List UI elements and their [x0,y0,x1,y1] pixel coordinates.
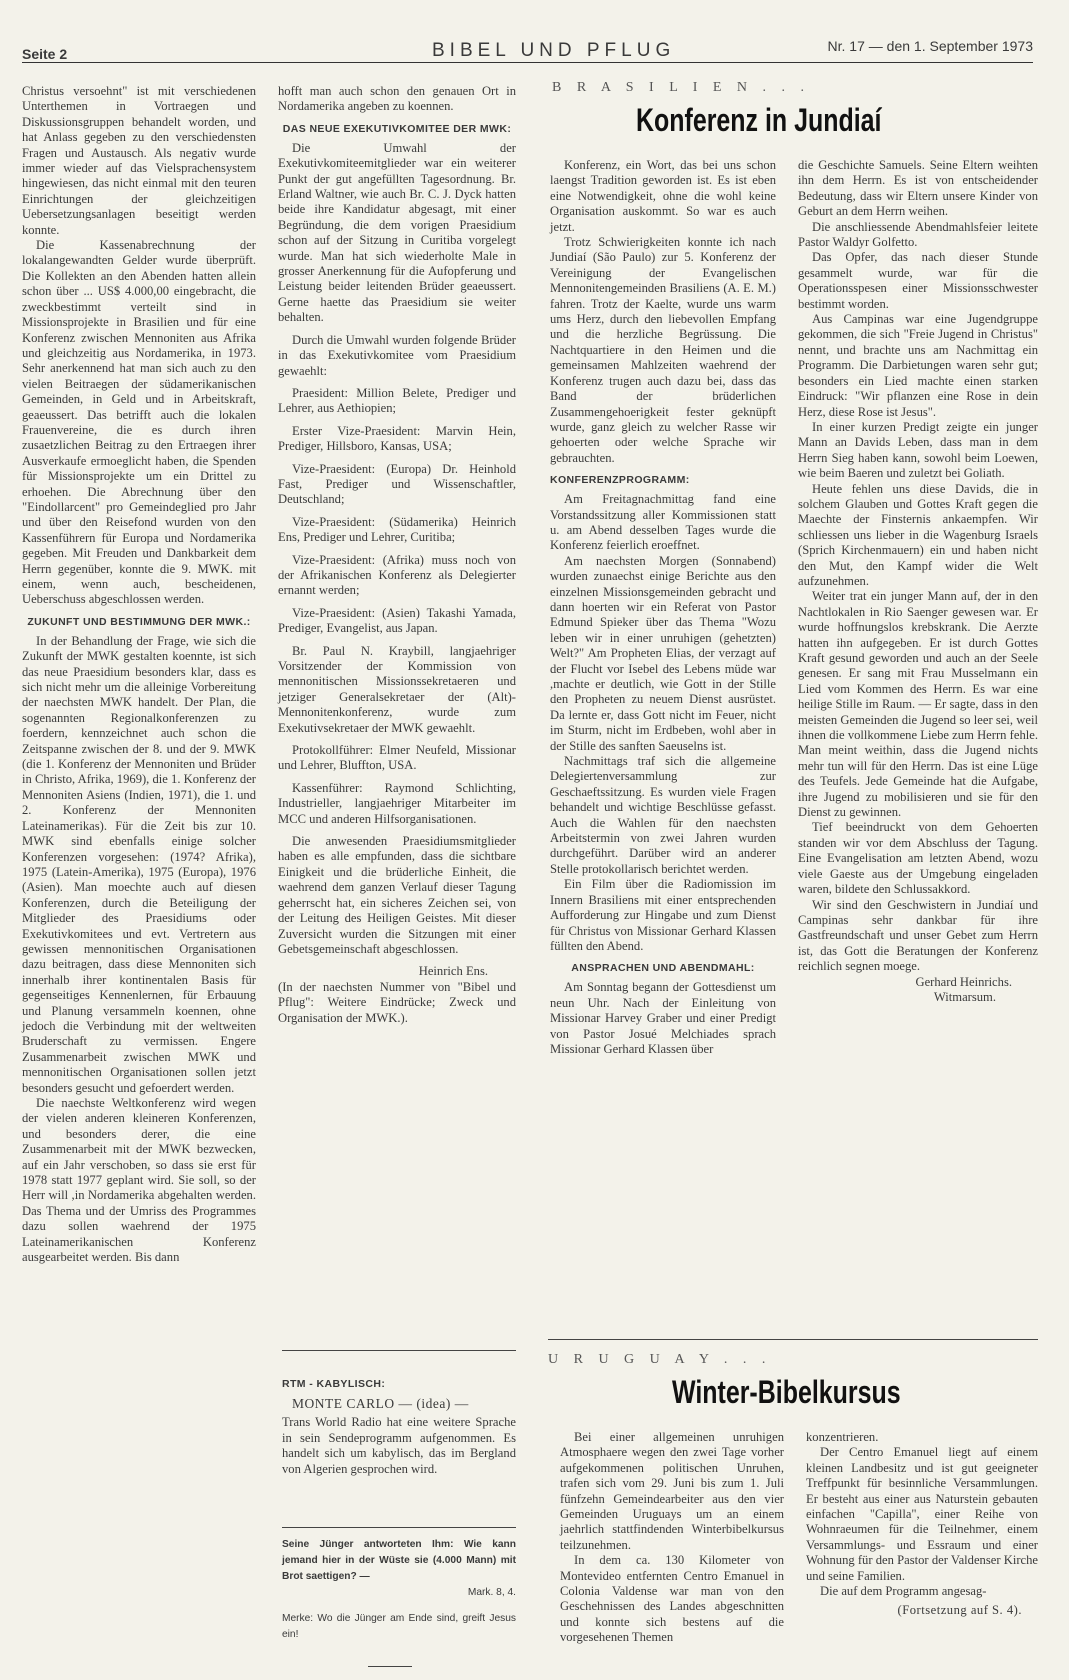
section-heading: RTM - KABYLISCH: [282,1378,386,1390]
paragraph: Konferenz, ein Wort, das bei uns schon laengst Tradition geworden ist. Es ist eben eine Notwendigkeit, ohne die wohl keine Organisation auskommt. So war es auch jetzt. [550,158,776,234]
paragraph: Kassenführer: Raymond Schlichting, Industrieller, langjaehriger Mitarbeiter im MCC und anderen Hilfsorganisationen. [278,780,516,826]
paragraph: Erster Vize-Praesident: Marvin Hein, Prediger, Hillsboro, Kansas, USA; [278,423,516,454]
paragraph: Vize-Praesident: (Asien) Takashi Yamada, Prediger, Evangelist, aus Japan. [278,605,516,636]
author-signature: Heinrich Ens. [418,964,488,979]
paragraph: Die Kassenabrechnung der lokalangewandten Gelder wurde überprüft. Die Kollekten an den Abenden hatten allein schon über ... US$ 4.000,00 eingebracht, die zweckbestimmt verteilt sind in Missionsprojekte in Brasilien und für eine Konferenz zwischen Mennoniten aus Afrika und gleichzeitig aus Nordamerika, in 1973. Sehr anerkennend hat man sich auch zu den vielen Beitraegen der südamerikanischen Gemeinden, in Geld und in Arbeitskraft, geaeussert. Das betrifft auch die lokalen Frauenvereine, die es durch ihren zusaetzlichen Beitrag zu den Ertraegen ihrer Ausverkaufe ermoeglicht haben, die Spenden für Missionsprojekte um ein Drittel zu erhoehen. Die Abrechnung über den "Eindollarcent" pro Gemeindeglied pro Jahr und über den Reisefond wurden von den Kassenführern für Europa und Nordamerika gegeben. Mit Freuden und Dankbarkeit dem Herrn gegenüber, konnte die 9. MWK. mit einem, wenn auch, bescheidenen, Ueberschuss abgeschlossen werden. [22,238,256,607]
paragraph: Praesident: Million Belete, Prediger und Lehrer, aus Aethiopien; [278,385,516,416]
page-header [22,38,1033,63]
uruguay-column-2 [806,1430,1038,1619]
paragraph: Vize-Praesident: (Afrika) muss noch von der Afrikanischen Konferenz als Delegierter ernannt werden; [278,552,516,598]
editorial-note: (In der naechsten Nummer von "Bibel und Pflug": Weitere Eindrücke; Zweck und Organisation der MWK.). [278,979,516,1025]
divider [282,1350,516,1351]
paragraph: Am naechsten Morgen (Sonnabend) wurden zunaechst einige Berichte aus den einzelnen Missionsgemeinden gebracht und dann hoerten wir ein Referat von Pastor Edmund Spieker über das Thema "Wozu leben wir in einer unruhigen (gehetzten) Welt?" Am Propheten Elias, der verzagt auf der Flucht vor Isebel des Lebens müde war ,machte er deutlich, wie Gott in der Stille den Propheten zu neuem Dienst ausrüstet. Da lernte er, dass Gott nicht im Feuer, nicht im Sturm, nicht im Erdbeben, wohl aber in der Stille des sanften Saeuselns ist. [550,553,776,753]
paragraph: Br. Paul N. Kraybill, langjaehriger Vorsitzender der Kommission von mennonitischen Missionssekretaeren und jetziger Generalsekretaer der (Alt)-Mennonitenkonferenz, wurde zum Exekutivsekretaer der MWK gewaehlt. [278,643,516,735]
paragraph: Vize-Praesident: (Südamerika) Heinrich Ens, Prediger und Lehrer, Curitiba; [278,514,516,545]
verse-box [282,1537,516,1643]
rtm-article [282,1370,516,1477]
paragraph: Tief beeindruckt von dem Gehoerten standen wir vor dem Abschluss der Tagung. Eine Evangelisation am letzten Abend, wozu viele Gaeste aus der Umgebung eingeladen waren, bildete den Schlussakkord. [798,820,1038,897]
continuation-note: (Fortsetzung auf S. 4). [897,1603,1022,1618]
brasil-column-2 [798,158,1038,1005]
column-2 [278,84,516,1026]
masthead: BIBEL UND PFLUG [432,40,676,61]
column-1 [22,84,256,1265]
paragraph: Trotz Schwierigkeiten konnte ich nach Jundiaí (São Paulo) zur 5. Konferenz der Vereinigung der Evangelischen Mennonitengemeinden Brasiliens (A. E. M.) fahren. Trotz der Kaelte, wurde uns warm ums Herz, durch den liebevollen Empfang und die herzliche Begrüssung. Die Nachtquartiere in den Heimen und die gemeinsamen Mahlzeiten waehrend der Konferenz trugen auch dazu bei, dass das Band der brüderlichen Zusammengehoerigkeit fester geknüpft wurde, ganz gleich zu welcher Rasse wir gehoerten oder welche Sprache wir gebrauchten. [550,235,776,465]
author-location: Witmarsum. [933,989,996,1004]
article-title: Konferenz in Jundiaí [636,102,882,138]
section-heading: DAS NEUE EXEKUTIVKOMITEE DER MWK: [282,122,512,135]
paragraph: Die auf dem Programm angesag- [820,1584,987,1599]
paragraph: Christus versoehnt" ist mit verschiedenen Unterthemen in Vortraegen und Diskussionsgruppen behandelt worden, und hat Anlass gegeben zu den verschiedensten Fragen und Austausch. Als negativ wurde immer wieder auf das Vielsprachensystem hingewiesen, das nicht einmal mit den teuren Einrichtungen der gleichzeitigen Uebersetzungsanlagen beseitigt werden konnte. [22,84,256,237]
brasil-column-1 [550,158,776,1057]
paragraph: In der Behandlung der Frage, wie sich die Zukunft der MWK gestalten koennte, ist sich das neue Praesidium besonders klar, dass es sich nicht mehr um die alleinige Vorbereitung der naechsten MWK handelt. Der Plan, die sogenannten Regionalkonferenzen zu foerdern, kennzeichnet auch schon die Zeitspanne zwischen der 8. und der 9. MWK (die 1. Konferenz der Mennoniten und Brüder in Christo, Afrika, 1969), die 1. Konferenz der Mennoniten Asiens (Indien, 1971), die 1. und 2. Konferenz der Mennoniten Lateinamerikas). Für die Zeit bis zur 10. MWK sind ebenfalls einige solcher Konferenzen vorgesehen: (1974? Afrika), 1975 (Latein-Amerika), 1975 (Europa), 1976 (Asien). Man moechte auch auf diesen Konferenzen, durch die Beteiligung der Mitglieder des Praesidiums oder Exekutivkomitees und evt. Vertretern aus gewissen mennonitischen Organisationen dazu beitragen, dass diese Mennoniten sich innerhalb ihrer kontinentalen Basis für gegenseitiges Kennenlernen, für Erbauung und Planung versammeln koennen, ohne jedoch die Verbindung mit der weltweiten Bruderschaft zu vermissen. Engere Zusammenarbeit zwischen MWK und mennonitischen Organisationen sollen jetzt besonders gesucht und gefoerdert werden. [22,633,256,1095]
section-kicker: B R A S I L I E N . . . [552,80,811,95]
article-title: Winter-Bibelkursus [672,1374,901,1410]
dateline: MONTE CARLO — (idea) — [292,1396,469,1411]
paragraph: Am Freitagnachmittag fand eine Vorstandssitzung aller Kommissionen statt u. am Abend desselben Tages wurde die Konferenz feierlich eroeffnet. [550,492,776,553]
paragraph: Wir sind den Geschwistern in Jundiaí und Campinas sehr dankbar für ihre Gastfreundschaft und unser Gebet zum Herrn ist, das Gott die Beratungen der Konferenz reichlich segnen moege. [798,897,1038,974]
verse-note: Merke: Wo die Jünger am Ende sind, greift Jesus ein! [282,1613,516,1640]
paragraph: Vize-Praesident: (Europa) Dr. Heinhold Fast, Prediger und Wissenschaftler, Deutschland; [278,461,516,507]
section-heading: KONFERENZPROGRAMM: [550,474,690,487]
bible-verse: Seine Jünger antworteten Ihm: Wie kann jemand hier in der Wüste sie (4.000 Mann) mit Brot saettigen? — [282,1539,516,1582]
paragraph: Das Opfer, das nach dieser Stunde gesammelt wurde, war für die Operationsspesen einer Missionsschwester bestimmt worden. [798,250,1038,311]
paragraph: Der Centro Emanuel liegt auf einem kleinen Landbesitz und ist gut geeigneter Treffpunkt für besinnliche Versammlungen. Er besteht aus einer aus Naturstein gebauten einfachen "Capilla", einer Reihe von Wohnraeumen für die Teilnehmer, einem Versammlungs- und Essraum und einer Wohnung für den Pastor der Valdenser Kirche und seine Familien. [806,1445,1038,1583]
divider [548,1339,1038,1340]
paragraph: Ein Film über die Radiomission im Innern Brasiliens mit einer entsprechenden Aufforderung zur Hingabe und zum Dienst für Christus von Missionar Gerhard Klassen füllten den Abend. [550,877,776,953]
paragraph: die Geschichte Samuels. Seine Eltern weihten ihn dem Herrn. Es ist von entscheidender Bedeutung, dass wir Eltern unsere Kinder von Geburt an dem Herrn weihen. [798,158,1038,219]
paragraph: konzentrieren. [806,1430,879,1444]
paragraph: Bei einer allgemeinen unruhigen Atmosphaere wegen den zwei Tage vorher aufgekommenen politischen Unruhen, trafen sich vom 29. Juni bis zum 1. Juli fünfzehn Gemeindearbeiter aus den vier Gemeinden Uruguays um an einem jaehrlich stattfindenden Winterbibelkursus teilzunehmen. [560,1430,784,1552]
paragraph: Die naechste Weltkonferenz wird wegen der vielen anderen kleineren Konferenzen, und besonders derer, die eine Zusammenarbeit mit der MWK bezwecken, auf ein Jahr verschoben, so dass sie erst für 1978 statt 1977 geplant wird. Sie soll, so der Herr will ,in Nordamerika abgehalten werden. Das Thema und der Umriss des Programmes dazu sollen waehrend der 1975 Lateinamerikanischen Konferenz ausgearbeitet werden. Bis dann [22,1096,256,1265]
paragraph: Am Sonntag begann der Gottesdienst um neun Uhr. Nach der Einleitung von Missionar Harvey Graber und einer Predigt von Pastor Josué Melchiades sprach Missionar Gerhard Klassen über [550,980,776,1056]
author-signature: Gerhard Heinrichs. [915,974,1012,989]
page-number: Seite 2 [22,46,68,62]
divider [368,1666,412,1667]
verse-reference: Mark. 8, 4. [467,1587,516,1598]
paragraph: Die anwesenden Praesidiumsmitglieder haben es alle empfunden, dass die sichtbare Einigkeit und die brüderliche Einheit, die waehrend dem ganzen Verlauf dieser Tagung geherrscht hat, ein sicheres Zeichen sei, von der Leitung des Heiligen Geistes. Mit dieser Zuversicht wurden die Sitzungen mit einer Gebetsgemeinschaft abgeschlossen. [278,834,516,956]
section-kicker: U R U G U A Y . . . [548,1352,772,1367]
divider [282,1527,516,1528]
paragraph: In dem ca. 130 Kilometer von Montevideo entfernten Centro Emanuel in Colonia Valdense war man von den Geschehnissen des Landes abgeschnitten und konnte sich bestens auf die vorgesehenen Themen [560,1553,784,1645]
section-heading: ZUKUNFT UND BESTIMMUNG DER MWK.: [27,615,251,628]
paragraph: Durch die Umwahl wurden folgende Brüder in das Exekutivkomitee vom Praesidium gewaehlt: [278,332,516,378]
paragraph: Die Umwahl der Exekutivkomiteemitglieder war ein weiterer Punkt der gut angefüllten Tagesordnung. Br. Erland Waltner, wie auch Br. C. J. Dyck hatten beide ihre Kandidatur abgesagt, mit einer Begründung, die dem vorigen Praesidium schon auf der Sitzung in Curitiba vorgelegt wurde. Man hat sich wiederholte Male in grosser Anerkennung für die Aufopferung und Leistung beider leitenden Brüder geaeussert. Gerne haette das Praesidium sie weiter behalten. [278,140,516,325]
paragraph: Heute fehlen uns diese Davids, die in solchem Glauben und Gottes Kraft gegen die Maechte der Finsternis ankaempfen. Wir schliessen uns lieber in die Wagenburg Israels (Sprich Kirchenmauern) ein und haben nicht den Mut, den Kampf wider die Welt aufzunehmen. [798,481,1038,588]
paragraph: In einer kurzen Predigt zeigte ein junger Mann an Davids Leben, dass man in dem Herrn Sieg haben kann, sowohl beim Loewen, wie beim Baeren und zuletzt bei Goliath. [798,419,1038,481]
paragraph: Aus Campinas war eine Jugendgruppe gekommen, die sich "Freie Jugend in Christus" nennt, und brachte uns am Nachmittag ein Programm. Die Darbietungen waren sehr gut; besonders ein Lied machte einen starken Eindruck: "Wir pflanzen eine Rose in dein Herz, diese Rose ist Jesus". [798,312,1038,419]
uruguay-column-1 [560,1430,784,1646]
paragraph: Protokollführer: Elmer Neufeld, Missionar und Lehrer, Bluffton, USA. [278,743,516,773]
section-heading: ANSPRACHEN UND ABENDMAHL: [571,962,755,975]
paragraph: Nachmittags traf sich die allgemeine Delegiertenversammlung zur Geschaeftssitzung. Es wurden viele Fragen behandelt und wichtige Beschlüsse gefasst. Auch die Wahlen für den naechsten Arbeitstermin von zwei Jahren wurden durchgeführt. Darüber wird an anderer Stelle protokollarisch berichtet werden. [550,754,776,876]
paragraph: Trans World Radio hat eine weitere Sprache in sein Sendeprogramm aufgenommen. Es handelt sich um kabylisch, das im Bergland von Algerien gesprochen wird. [282,1415,516,1476]
paragraph: Weiter trat ein junger Mann auf, der in den Nachtlokalen in Rio Saenger gewesen war. Er wurde hoffnungslos krebskrank. Die Aerzte hatten ihn aufgegeben. Er ist durch Gottes Kraft gesund geworden und auch an der Seele genesen. Er sang mit Frau Musselmann ein Lied vom Kommen des Herrn. Es war eine heilige Stille im Raum. — Er sagte, dass in den meisten Gemeinden die Jugend so leer sei, weil ihnen die vollkommene Liebe zum Herrn fehle. Man meint weithin, dass die Jugend nichts mehr tun will für den Herrn. Das ist eine Lüge des Teufels. Jede Gemeinde hat die Aufgabe, ihre Jugend zu mobilisieren und sie für den Dienst zu gewinnen. [798,589,1038,820]
paragraph: hofft man auch schon den genauen Ort in Nordamerika angeben zu koennen. [278,84,516,114]
issue-date: Nr. 17 — den 1. September 1973 [827,38,1033,54]
paragraph: Die anschliessende Abendmahlsfeier leitete Pastor Waldyr Golfetto. [798,219,1038,250]
